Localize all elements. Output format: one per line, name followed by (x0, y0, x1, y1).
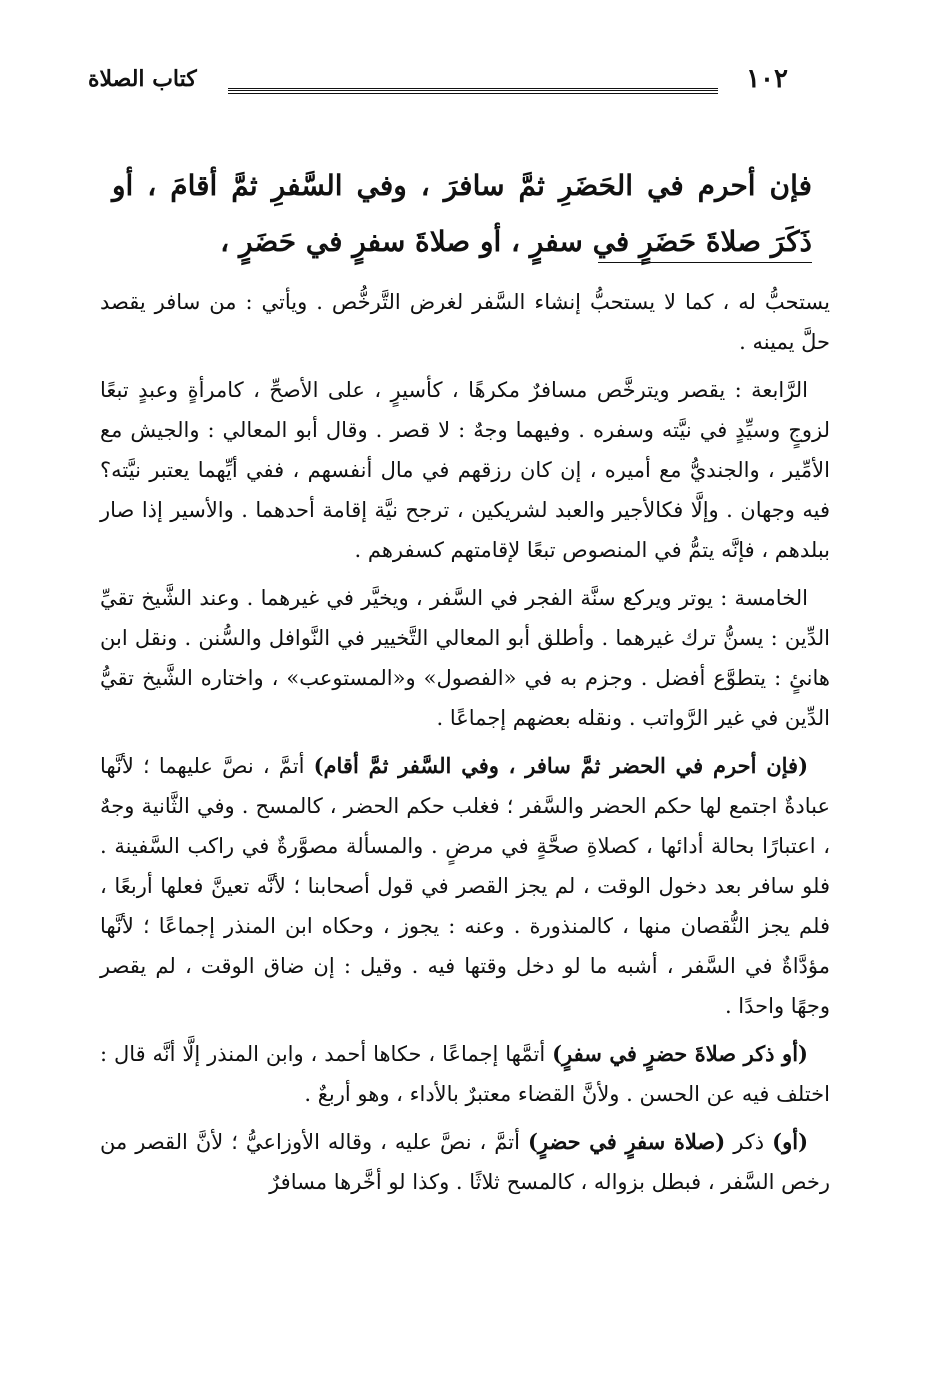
paragraph-5-heading: (أو ذكر صلاةَ حضرٍ في سفرٍ) (552, 1041, 808, 1066)
matn-separator (598, 262, 812, 263)
paragraph-1: يستحبُّ له ، كما لا يستحبُّ إنشاء السَّفر لغرض التَّرخُّص . ويأتي : من سافر يقصد حلَّ يمينه . (100, 290, 830, 354)
paragraph-4 (100, 746, 830, 1026)
page-number: ١٠٢ (746, 64, 788, 94)
paragraph-5-text: أتمَّها إجماعًا ، حكاها أحمد ، وابن المنذر إلَّا أنَّه قال : اختلف فيه عن الحسن . ولأنَّ القضاء معتبرٌ بالأداء ، وهو أربعٌ . (100, 1042, 830, 1106)
paragraph-6-text: أتمَّ ، نصَّ عليه ، وقاله الأوزاعيُّ ؛ لأنَّ القصر من رخص السَّفر ، فبطل بزواله ، كالمسح ثلاثًا . وكذا لو أخَّرها مسافرٌ (100, 1130, 830, 1194)
paragraph-6-connector: ذكر (725, 1130, 773, 1154)
paragraph-5 (100, 1034, 830, 1114)
paragraph-2: الرَّابعة : يقصر ويترخَّص مسافرٌ مكرهًا ، كأسيرٍ ، على الأصحِّ ، كامرأةٍ وعبدٍ تبعًا لزوجٍ وسيِّدٍ في نيَّته وسفره . وفيهما وجهٌ : لا قصر . وقال أبو المعالي : والجيش مع الأمِّير ، والجنديُّ مع أميره ، إن كان رزقهم في مال أنفسهم ، ففي أيِّهما يعتبر نيَّته؟ فيه وجهان . وإلَّا فكالأجير والعبد لشريكين ، ترجح نيَّة إقامة أحدهما . والأسير إذا صار ببلدهم ، فإنَّه يتمُّ في المنصوص تبعًا لإقامتهم كسفرهم . (100, 378, 830, 562)
paragraph-4-heading: (فإن أحرم في الحضر ثمَّ سافر ، وفي السَّفر ثمَّ أقام) (313, 753, 809, 778)
header-rule (228, 88, 718, 91)
header-rule-thin (228, 93, 718, 94)
commentary-body (100, 282, 830, 1210)
matn-text: فإن أحرم في الحَضَرِ ثمَّ سافرَ ، وفي السَّفرِ ثمَّ أقامَ ، أو ذَكَرَ صلاةَ حَضَرٍ في سفرٍ ، أو صلاةَ سفرٍ في حَضَرٍ ، (112, 169, 812, 258)
paragraph-6-prefix: (أو) (772, 1129, 809, 1154)
book-title: كتاب الصلاة (88, 66, 197, 92)
paragraph-6-heading: (صلاة سفرٍ في حضرٍ) (527, 1129, 726, 1154)
paragraph-4-text: أتمَّ ، نصَّ عليهما ؛ لأنَّها عبادةٌ اجتمع لها حكم الحضر والسَّفر ؛ فغلب حكم الحضر ، كالمسح . وفي الثَّانية وجهٌ ، اعتبارًا بحالة أدائها ، كصلاةِ صحَّةٍ في مرضٍ . والمسألة مصوَّرةٌ في راكب السَّفينة . فلو سافر بعد دخول الوقت ، لم يجز القصر في قول أصحابنا ؛ لأنَّه تعينَّ فعلها أربعًا ، فلم يجز النُّقصان منها ، كالمنذورة . وعنه : يجوز ، وحكاه ابن المنذر إجماعًا ؛ لأنَّها مؤدَّاةٌ في السَّفر ، أشبه ما لو دخل وقتها فيه . وقيل : إن ضاق الوقت ، لم يقصر وجهًا واحدًا . (100, 754, 830, 1018)
page-header (88, 62, 788, 106)
paragraph-6 (100, 1122, 830, 1202)
paragraph-3: الخامسة : يوتر ويركع سنَّة الفجر في السَّفر ، ويخيَّر في غيرهما . وعند الشَّيخ تقيِّ الدِّين : يسنُّ ترك غيرهما . وأطلق أبو المعالي التَّخيير في النَّوافل والسُّنن . ونقل ابن هانئٍ : يتطوَّع أفضل . وجزم به في «الفصول» و«المستوعب» ، واختاره الشَّيخ تقيُّ الدِّين في غير الرَّواتب . ونقله بعضهم إجماعًا . (100, 586, 830, 730)
